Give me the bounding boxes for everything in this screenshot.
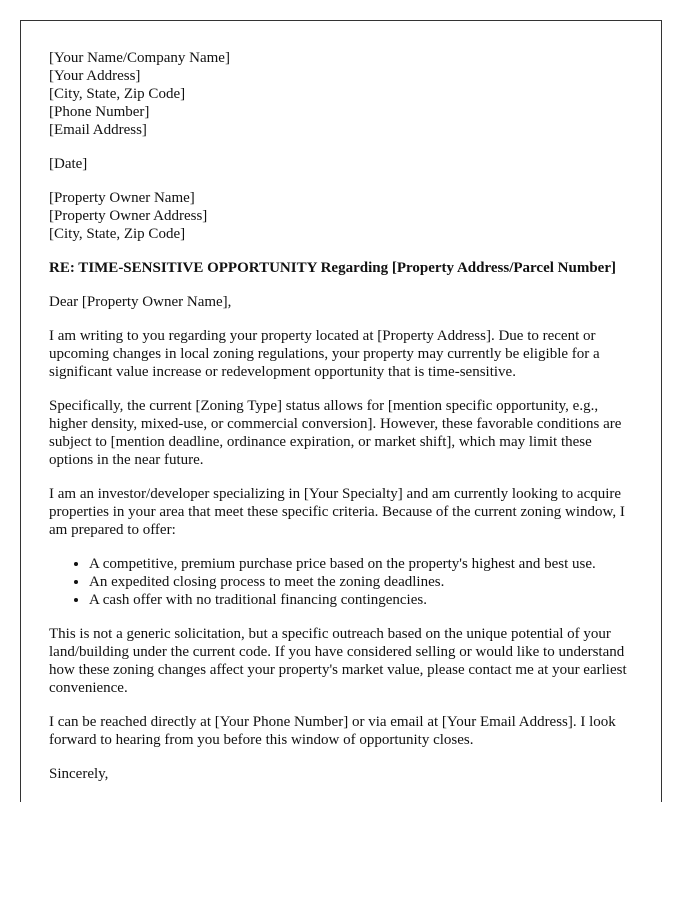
sender-phone: [Phone Number]	[49, 104, 150, 120]
offer-list	[49, 555, 633, 609]
body-paragraph-zoning: Specifically, the current [Zoning Type] status allows for [mention specific opportunity, e.g., higher density, mixed-use, or commercial conversion]. However, these favorable conditions are subject to [mention deadline, ordinance expiration, or market shift], which may limit these options in the near future.	[49, 398, 622, 468]
body-paragraph-contact: I can be reached directly at [Your Phone Number] or via email at [Your Email Address]. I look forward to hearing from you before this window of opportunity closes.	[49, 714, 616, 748]
offer-item: • A cash offer with no traditional financing contingencies.	[89, 591, 633, 609]
offer-item: • A competitive, premium purchase price based on the property's highest and best use.	[89, 555, 633, 573]
recipient-name: [Property Owner Name]	[49, 190, 195, 206]
letter-viewport	[20, 20, 662, 802]
body-paragraph-investor: I am an investor/developer specializing in [Your Specialty] and am currently looking to acquire properties in your area that meet these specific criteria. Because of the current zoning window, I am prepared to offer:	[49, 486, 625, 538]
sender-city-state-zip: [City, State, Zip Code]	[49, 86, 186, 102]
offer-item: • An expedited closing process to meet the zoning deadlines.	[89, 573, 633, 591]
closing: Sincerely,	[49, 766, 109, 782]
recipient-address: [Property Owner Address]	[49, 208, 208, 224]
recipient-city-state-zip: [City, State, Zip Code]	[49, 226, 186, 242]
sender-name: [Your Name/Company Name]	[49, 50, 230, 66]
letter-date: [Date]	[49, 156, 88, 172]
body-paragraph-outreach: This is not a generic solicitation, but a specific outreach based on the unique potential of your land/building under the current code. If you have considered selling or would like to understand how these zoning changes affect your property's market value, please contact me at your earliest convenience.	[49, 626, 627, 696]
body-paragraph-intro: I am writing to you regarding your property located at [Property Address]. Due to recent or upcoming changes in local zoning regulations, your property may currently be eligible for a significant value increase or redevelopment opportunity that is time-sensitive.	[49, 328, 600, 380]
recipient-block	[49, 189, 633, 243]
salutation: Dear [Property Owner Name],	[49, 294, 232, 310]
sender-email: [Email Address]	[49, 122, 147, 138]
sender-block	[49, 49, 633, 139]
subject-line: RE: TIME-SENSITIVE OPPORTUNITY Regarding [Property Address/Parcel Number]	[49, 260, 616, 276]
sender-address: [Your Address]	[49, 68, 141, 84]
letter-document	[20, 20, 662, 802]
